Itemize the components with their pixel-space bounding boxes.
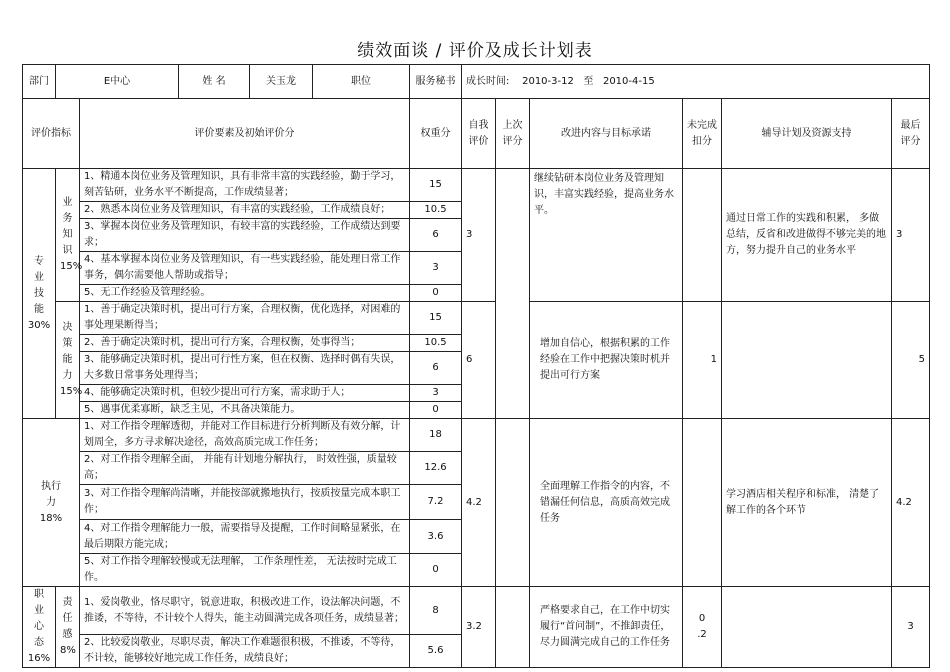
criterion-score: 6 bbox=[410, 352, 462, 385]
improve-attitude: 严格要求自己，在工作中切实履行“首问制”，不推卸责任，尽力圆满完成自己的工作任务 bbox=[530, 587, 683, 668]
dept-label: 部门 bbox=[23, 65, 56, 99]
criterion-score: 8 bbox=[410, 587, 462, 635]
criterion-text: 4、对工作指令理解能力一般，需要指导及提醒，工作时间略显紧张，在最后期限方能完成； bbox=[80, 520, 410, 554]
criterion-score: 7.2 bbox=[410, 485, 462, 520]
criterion-score: 5.6 bbox=[410, 635, 462, 668]
final-score-attitude: 3 bbox=[892, 587, 930, 668]
criterion-text: 3、能够确定决策时机，提出可行性方案，但在权衡、选择时偶有失误，大多数日常事务处理得当； bbox=[80, 352, 410, 385]
unfinished-decision: 1 bbox=[683, 302, 722, 419]
col-last: 上次评分 bbox=[496, 99, 530, 169]
unfinished-execution bbox=[683, 419, 722, 587]
header-info-row bbox=[23, 65, 930, 99]
col-improve: 改进内容与目标承诺 bbox=[530, 99, 683, 169]
sub-label-decision: 决 策 能 力 15% bbox=[56, 302, 80, 419]
criterion-score: 0 bbox=[410, 402, 462, 419]
criterion-text: 4、基本掌握本岗位业务及管理知识，有一些实践经验，能处理日常工作事务，偶尔需要他人帮助或指导； bbox=[80, 252, 410, 285]
criterion-text: 3、对工作指令理解尚清晰，并能按部就搬地执行，按质按量完成本职工作； bbox=[80, 485, 410, 520]
name-value: 关玉龙 bbox=[266, 75, 296, 87]
table-row bbox=[23, 419, 930, 452]
criterion-text: 5、无工作经验及管理经验。 bbox=[80, 285, 410, 302]
criterion-text: 1、对工作指令理解透彻，并能对工作目标进行分析判断及有效分解，计划周全，多方寻求解决途径，高效高质完成工作任务； bbox=[80, 419, 410, 452]
table-row bbox=[23, 302, 930, 335]
evaluation-table bbox=[22, 64, 930, 668]
criterion-text: 1、爱岗敬业，恪尽职守，锐意进取，积极改进工作，设法解决问题，不推诿，不等待，不计较个人得失，能主动圆满完成各项任务，成绩显著； bbox=[80, 587, 410, 635]
criterion-score: 0 bbox=[410, 285, 462, 302]
final-score-decision: 5 bbox=[892, 302, 930, 419]
improve-execution: 全面理解工作指令的内容，不错漏任何信息，高质高效完成任务 bbox=[530, 419, 683, 587]
criterion-text: 2、熟悉本岗位业务及管理知识，有丰富的实践经验，工作成绩良好； bbox=[80, 202, 410, 219]
self-score-execution: 4.2 bbox=[462, 419, 496, 587]
last-score-execution bbox=[496, 419, 530, 587]
unfinished-knowledge bbox=[683, 169, 722, 302]
criterion-text: 4、能够确定决策时机，但较少提出可行方案，需求助于人； bbox=[80, 385, 410, 402]
coaching-execution: 学习酒店相关程序和标准， 清楚了解工作的各个环节 bbox=[722, 419, 892, 587]
last-score-attitude bbox=[496, 587, 530, 668]
last-score-skill bbox=[496, 169, 530, 419]
col-elements: 评价要素及初始评价分 bbox=[80, 99, 410, 169]
criterion-score: 6 bbox=[410, 219, 462, 252]
form-title: 绩效面谈 / 评价及成长计划表 bbox=[357, 41, 593, 61]
criterion-text: 1、精通本岗位业务及管理知识，具有非常丰富的实践经验，勤于学习，刻苦钻研，业务水平不断提高，工作成绩显著； bbox=[80, 169, 410, 202]
table-row bbox=[23, 169, 930, 202]
criterion-score: 10.5 bbox=[410, 202, 462, 219]
group-label-attitude: 职 业 心 态 16% bbox=[23, 587, 56, 668]
coaching-skill: 通过日常工作的实践和积累， 多做总结，反省和改进做得不够完美的地方，努力提升自己的业务水平 bbox=[722, 169, 892, 302]
sub-label-responsibility: 责 任 感 8% bbox=[56, 587, 80, 668]
criterion-text: 2、比较爱岗敬业，尽职尽责，解决工作难题很积极，不推诿，不等待，不计较，能够较好地完成工作任务，成绩良好； bbox=[80, 635, 410, 668]
criterion-text: 3、掌握本岗位业务及管理知识，有较丰富的实践经验，工作成绩达到要求； bbox=[80, 219, 410, 252]
criterion-score: 3.6 bbox=[410, 520, 462, 554]
improve-decision: 增加自信心，根据积累的工作经验在工作中把握决策时机并提出可行方案 bbox=[530, 302, 683, 419]
group-label-skill: 专 业 技 能 30% bbox=[23, 169, 56, 419]
criterion-score: 15 bbox=[410, 302, 462, 335]
criterion-score: 15 bbox=[410, 169, 462, 202]
criterion-score: 3 bbox=[410, 252, 462, 285]
self-score-decision: 6 bbox=[462, 302, 496, 419]
table-row bbox=[23, 587, 930, 635]
criterion-text: 2、对工作指令理解全面， 并能有计划地分解执行， 时效性强，质量较高； bbox=[80, 452, 410, 485]
position-label: 职位 bbox=[351, 75, 371, 87]
criterion-score: 12.6 bbox=[410, 452, 462, 485]
criterion-text: 2、善于确定决策时机，提出可行方案，合理权衡，处事得当； bbox=[80, 335, 410, 352]
criterion-score: 3 bbox=[410, 385, 462, 402]
coaching-decision bbox=[722, 302, 892, 419]
self-score-attitude: 3.2 bbox=[462, 587, 496, 668]
col-weight: 权重分 bbox=[410, 99, 462, 169]
sub-label-knowledge: 业 务 知 识 15% bbox=[56, 169, 80, 302]
criterion-text: 1、善于确定决策时机，提出可行方案，合理权衡，优化选择，对困难的事处理果断得当； bbox=[80, 302, 410, 335]
dept-value: E中心 bbox=[103, 75, 131, 87]
criterion-text: 5、遇事优柔寡断，缺乏主见，不具备决策能力。 bbox=[80, 402, 410, 419]
unfinished-attitude: 0 .2 bbox=[683, 587, 722, 668]
col-indicator: 评价指标 bbox=[23, 99, 80, 169]
column-header-row bbox=[23, 99, 930, 169]
final-score-execution: 4.2 bbox=[892, 419, 930, 587]
criterion-score: 10.5 bbox=[410, 335, 462, 352]
group-label-execution: 执行 力 18% bbox=[23, 419, 80, 587]
criterion-score: 0 bbox=[410, 554, 462, 587]
col-coaching: 辅导计划及资源支持 bbox=[722, 99, 892, 169]
growth-period: 成长时间: 2010-3-12 至 2010-4-15 bbox=[462, 65, 930, 99]
criterion-text: 5、对工作指令理解较慢或无法理解， 工作条理性差， 无法按时完成工作。 bbox=[80, 554, 410, 587]
col-final: 最后评分 bbox=[892, 99, 930, 169]
coaching-attitude bbox=[722, 587, 892, 668]
col-unfinished: 未完成扣分 bbox=[683, 99, 722, 169]
final-score-skill: 3 bbox=[892, 169, 930, 302]
criterion-score: 18 bbox=[410, 419, 462, 452]
improve-knowledge: 继续钻研本岗位业务及管理知识，丰富实践经验，提高业务水平。 bbox=[530, 169, 683, 302]
name-label: 姓 名 bbox=[202, 75, 226, 87]
position-value: 服务秘书 bbox=[410, 65, 462, 99]
self-score-skill: 3 bbox=[462, 169, 496, 302]
col-self: 自我评价 bbox=[462, 99, 496, 169]
